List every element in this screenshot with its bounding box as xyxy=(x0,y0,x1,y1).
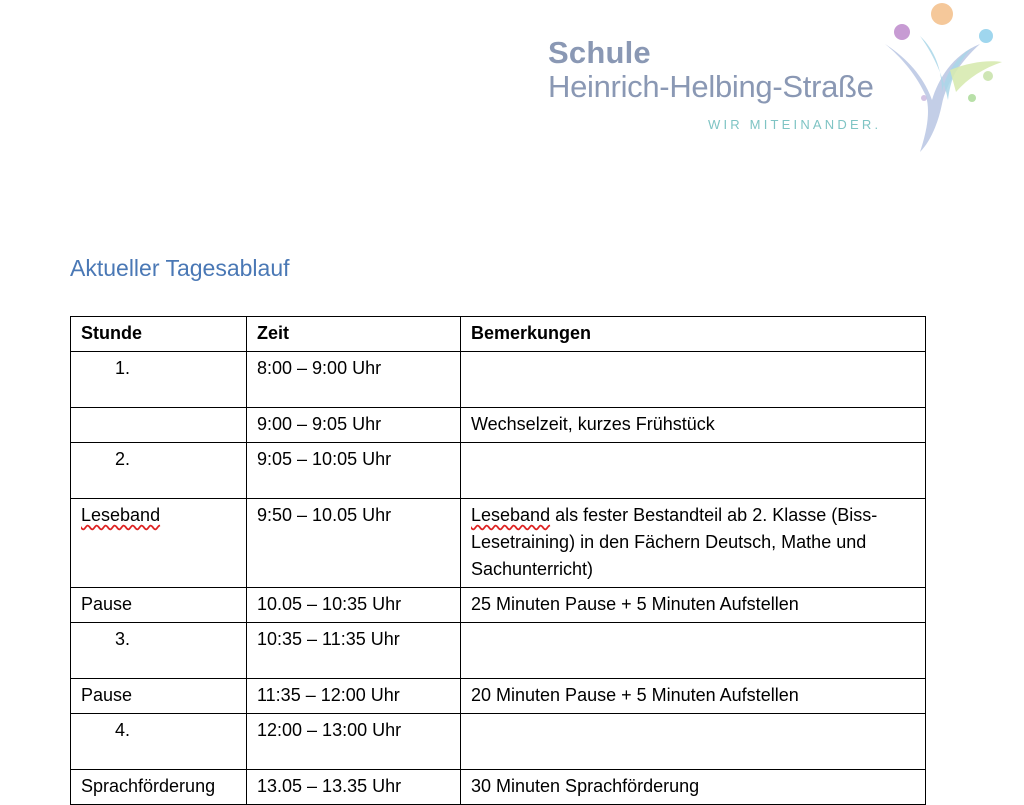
table-row xyxy=(71,443,926,499)
cell-bemerkung: 20 Minuten Pause + 5 Minuten Aufstellen xyxy=(461,679,926,714)
cell-bemerkung xyxy=(461,714,926,770)
cell-bemerkung xyxy=(461,499,926,588)
cell-stunde: 4. xyxy=(71,714,247,770)
cell-bemerkung: 30 Minuten Sprachförderung xyxy=(461,770,926,805)
page-title: Aktueller Tagesablauf xyxy=(70,255,290,281)
table-row xyxy=(71,408,926,443)
table-row xyxy=(71,588,926,623)
logo-figure-icon xyxy=(880,0,1010,160)
cell-bemerkung xyxy=(461,352,926,408)
spellcheck-word: Leseband xyxy=(81,505,161,525)
cell-zeit: 10.05 – 10:35 Uhr xyxy=(247,588,461,623)
cell-bemerkung: Wechselzeit, kurzes Frühstück xyxy=(461,408,926,443)
cell-zeit: 8:00 – 9:00 Uhr xyxy=(247,352,461,408)
cell-stunde: Pause xyxy=(71,679,247,714)
header-bemerkungen: Bemerkungen xyxy=(461,317,926,352)
cell-zeit: 10:35 – 11:35 Uhr xyxy=(247,623,461,679)
cell-stunde: Sprachförderung xyxy=(71,770,247,805)
table-row xyxy=(71,770,926,805)
school-logo xyxy=(540,0,1010,160)
spellcheck-word: Leseband xyxy=(471,505,551,525)
table-header-row xyxy=(71,317,926,352)
logo-text xyxy=(548,36,874,104)
cell-zeit: 9:50 – 10.05 Uhr xyxy=(247,499,461,588)
cell-zeit: 13.05 – 13.35 Uhr xyxy=(247,770,461,805)
logo-school-name: Heinrich-Helbing-Straße xyxy=(548,69,874,104)
table-row xyxy=(71,352,926,408)
table-row xyxy=(71,714,926,770)
schedule-table xyxy=(70,316,926,805)
cell-zeit: 12:00 – 13:00 Uhr xyxy=(247,714,461,770)
cell-stunde xyxy=(71,499,247,588)
cell-bemerkung xyxy=(461,443,926,499)
header-zeit: Zeit xyxy=(247,317,461,352)
logo-tagline: WIR MITEINANDER. xyxy=(708,117,882,132)
cell-zeit: 11:35 – 12:00 Uhr xyxy=(247,679,461,714)
table-row xyxy=(71,499,926,588)
table-row xyxy=(71,623,926,679)
cell-bemerkung xyxy=(461,623,926,679)
table-row xyxy=(71,679,926,714)
cell-zeit: 9:05 – 10:05 Uhr xyxy=(247,443,461,499)
cell-stunde xyxy=(71,408,247,443)
logo-school-word: Schule xyxy=(548,35,651,70)
cell-bemerkung: 25 Minuten Pause + 5 Minuten Aufstellen xyxy=(461,588,926,623)
cell-stunde: Pause xyxy=(71,588,247,623)
header-stunde: Stunde xyxy=(71,317,247,352)
cell-stunde: 3. xyxy=(71,623,247,679)
cell-stunde: 1. xyxy=(71,352,247,408)
cell-stunde: 2. xyxy=(71,443,247,499)
cell-zeit: 9:00 – 9:05 Uhr xyxy=(247,408,461,443)
cell-bemerkung-text: als fester Bestandteil ab 2. Klasse (Biss-Lesetraining) in den Fächern Deutsch, Mathe und Sachunterricht) xyxy=(471,505,878,579)
